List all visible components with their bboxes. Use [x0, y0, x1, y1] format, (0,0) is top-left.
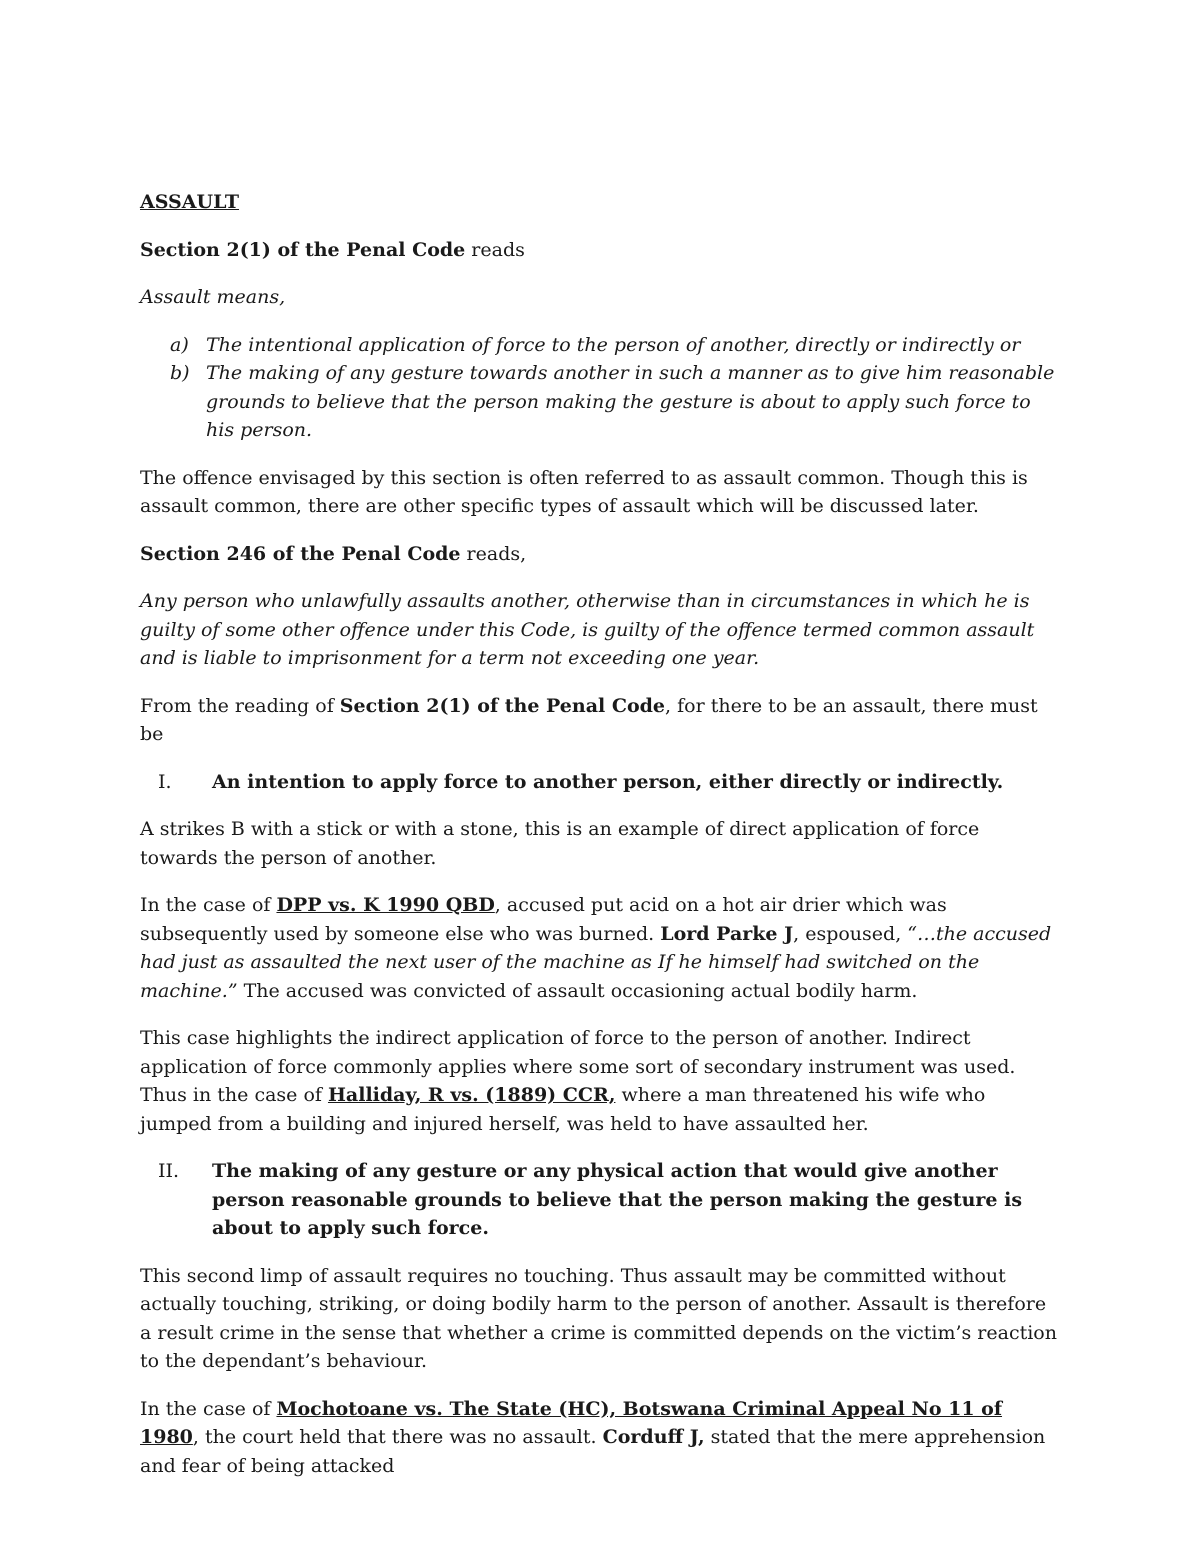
section-2-ref: Section 2(1) of the Penal Code [140, 238, 466, 261]
dpp-post: The accused was convicted of assault occasioning actual bodily harm. [237, 979, 918, 1002]
definition-text: The making of any gesture towards another in such a manner as to give him reasonable grounds to believe that the person making the gesture is about to apply such force to his person. [206, 362, 1055, 441]
paragraph-mochotoane-case [140, 1395, 1058, 1481]
definition-item-b [140, 359, 1058, 445]
paragraph-second-limb: This second limp of assault requires no touching. Thus assault may be committed without actually touching, striking, or doing bodily harm to the person of another. Assault is therefore a result crime in the sense that whether a crime is committed depends on the victim’s reaction to the dependant’s behaviour. [140, 1264, 1057, 1372]
case-citation-mochotoane: Mochotoane vs. The State (HC), Botswana Criminal Appeal No 11 of 1980 [140, 1397, 1003, 1448]
reading-section-ref: Section 2(1) of the Penal Code [339, 694, 666, 717]
halliday-pre: This case highlights the indirect application of force to the person of another. Indirect application of force commonly applies where some sort of secondary instrument was used. Thus in the case of [140, 1027, 1016, 1106]
dpp-mid2: , espoused, [793, 922, 908, 945]
halliday-post: where a man threatened his wife who jumped from a building and injured herself, was held to have assaulted her. [140, 1084, 986, 1135]
mochotoane-post: stated that the mere apprehension and fear of being attacked [140, 1426, 1046, 1477]
definition-list [140, 331, 1058, 445]
document-title: ASSAULT [140, 191, 240, 213]
paragraph-halliday-case [140, 1024, 1058, 1138]
document-body [140, 188, 1058, 1480]
case-citation-halliday: Halliday, R vs. (1889) CCR, [327, 1084, 616, 1106]
reading-pre: From the reading of [140, 694, 340, 717]
element-1-text: An intention to apply force to another person, either directly or indirectly. [212, 770, 1004, 793]
roman-marker: I. [158, 770, 172, 793]
list-marker: a) [170, 333, 189, 356]
definition-item-a [140, 331, 1058, 360]
mochotoane-pre: In the case of [140, 1397, 277, 1420]
dpp-mid1: , accused put acid on a hot air drier which was subsequently used by someone else who was burned. [140, 894, 947, 945]
paragraph-dpp-case [140, 891, 1058, 1005]
section-2-reads: reads [465, 238, 525, 261]
judicial-quote: “…the accused had just as assaulted the next user of the machine as If he himself had switched on the machine.” [140, 922, 1052, 1002]
section-2-heading [140, 236, 1058, 265]
section-246-reads: reads, [460, 542, 527, 565]
judge-name: Corduff J, [602, 1426, 705, 1448]
reading-post: , for there to be an assault, there must be [140, 694, 1038, 745]
judge-name: Lord Parke J [660, 922, 794, 945]
element-2 [140, 1157, 1058, 1243]
paragraph-direct-force: A strikes B with a stick or with a stone, this is an example of direct application of force towards the person of another. [140, 818, 980, 869]
section-246-ref: Section 246 of the Penal Code [140, 542, 461, 565]
assault-means: Assault means, [140, 286, 286, 308]
mochotoane-mid: , the court held that there was no assault. [192, 1426, 603, 1448]
element-2-text: The making of any gesture or any physical action that would give another person reasonable grounds to believe that the person making the gesture is about to apply such force. [212, 1160, 1023, 1239]
element-1 [140, 768, 1058, 797]
definition-text: The intentional application of force to the person of another, directly or indirectly or [206, 333, 1021, 356]
dpp-pre: In the case of [140, 894, 277, 916]
list-marker: b) [170, 362, 190, 384]
paragraph-reading [140, 692, 1058, 749]
section-246-quote: Any person who unlawfully assaults another, otherwise than in circumstances in which he is guilty of some other offence under this Code, is guilty of the offence termed common assault and is liable to imprisonment for a term not exceeding one year. [140, 590, 1035, 669]
roman-marker: II. [158, 1160, 180, 1182]
section-246-heading [140, 540, 1058, 569]
case-citation-dpp: DPP vs. K 1990 QBD [276, 894, 495, 916]
paragraph-common-assault: The offence envisaged by this section is often referred to as assault common. Though this is assault common, there are other specific types of assault which will be discussed later. [140, 466, 1028, 517]
